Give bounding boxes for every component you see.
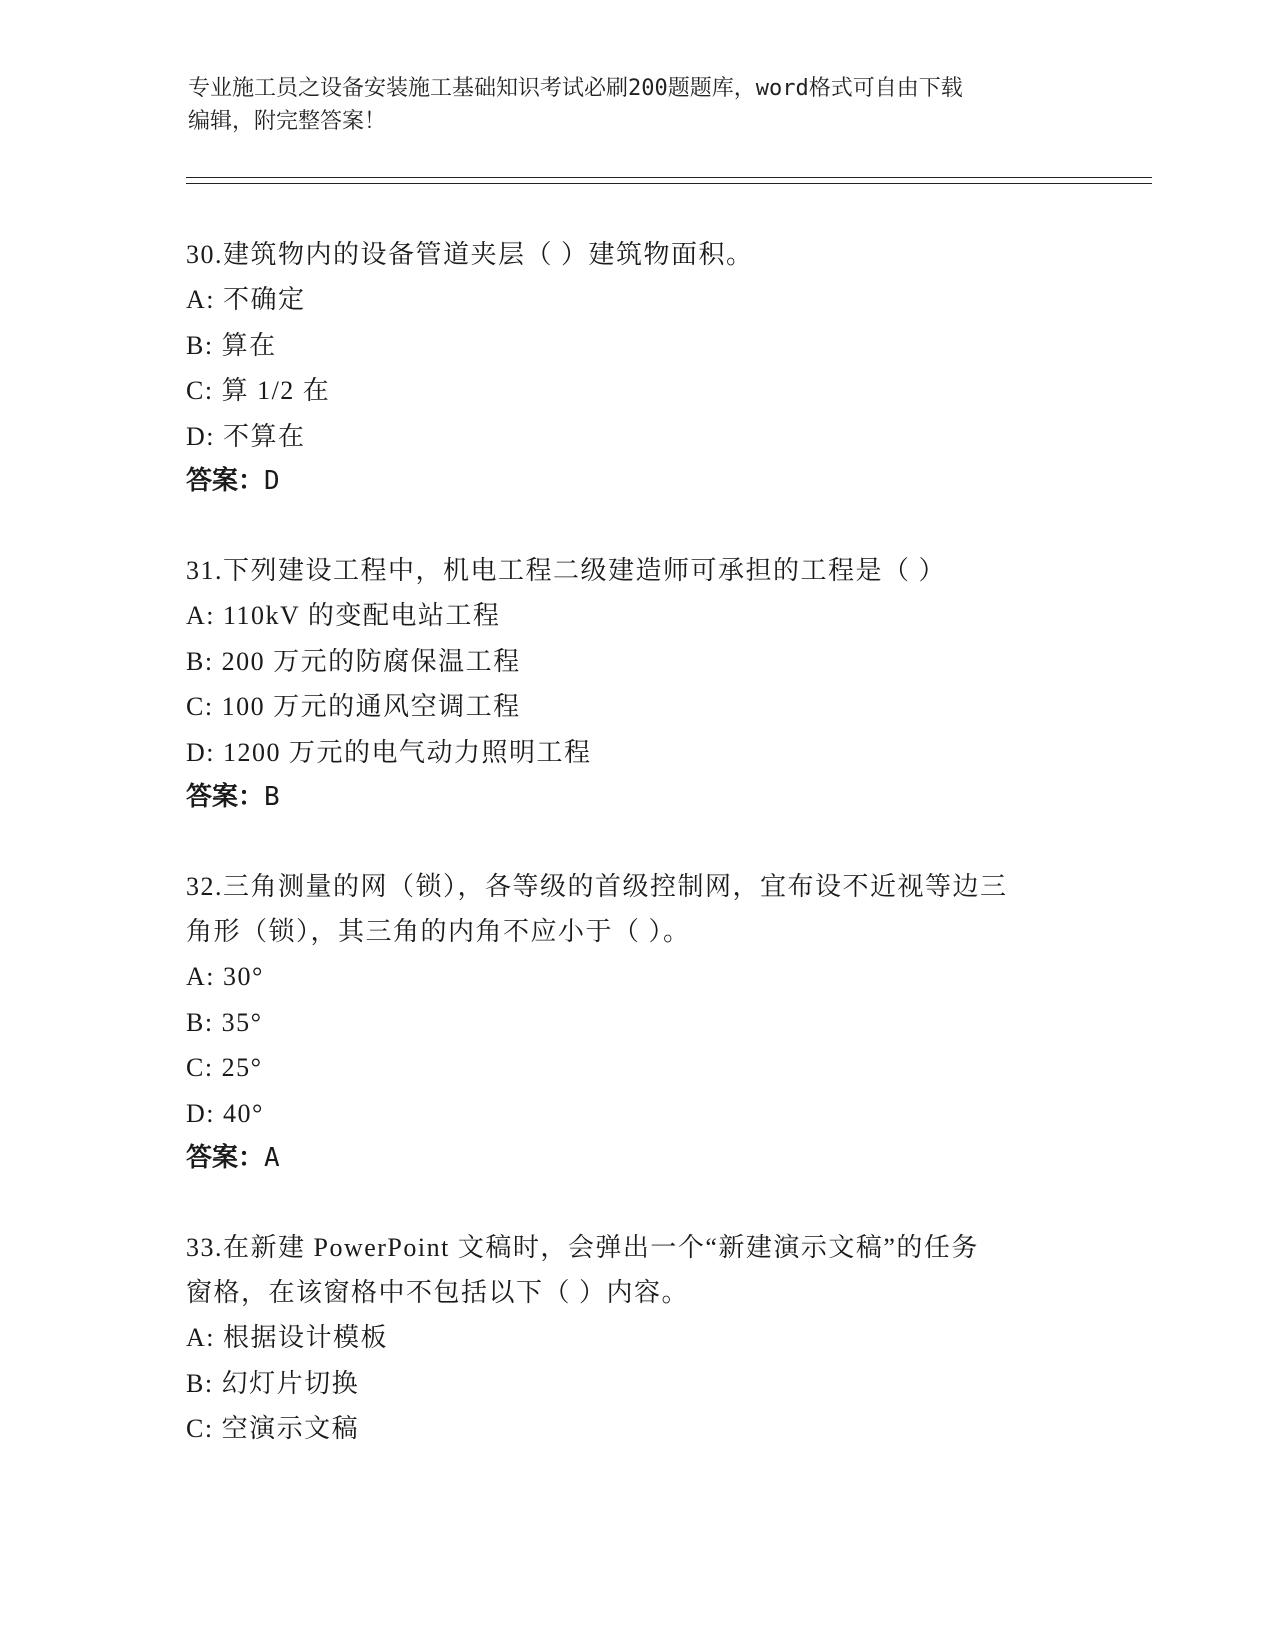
question-stem-line: 窗格，在该窗格中不包括以下（ ）内容。 bbox=[186, 1278, 690, 1307]
answer-option: A: 不确定 bbox=[186, 285, 306, 314]
answer-option: B: 幻灯片切换 bbox=[186, 1368, 360, 1398]
answer-line bbox=[186, 1136, 1086, 1181]
question-block bbox=[186, 548, 1086, 820]
answer-option: A: 根据设计模板 bbox=[186, 1323, 389, 1352]
answer-value: A bbox=[264, 1143, 280, 1173]
answer-option: C: 空演示文稿 bbox=[186, 1414, 360, 1443]
answer-option: C: 算 1/2 在 bbox=[186, 376, 331, 405]
answer-option: B: 35° bbox=[186, 1007, 263, 1037]
question-stem-line: 31.下列建设工程中，机电工程二级建造师可承担的工程是（ ） bbox=[186, 556, 947, 585]
answer-option: D: 1200 万元的电气动力照明工程 bbox=[186, 737, 592, 767]
answer-option: C: 100 万元的通风空调工程 bbox=[186, 692, 521, 721]
answer-option: C: 25° bbox=[186, 1053, 263, 1082]
answer-option: B: 200 万元的防腐保温工程 bbox=[186, 646, 521, 676]
answer-option: A: 30° bbox=[186, 962, 264, 991]
question-stem-line: 33.在新建 PowerPoint 文稿时，会弹出一个“新建演示文稿”的任务 bbox=[186, 1233, 979, 1262]
answer-option: A: 110kV 的变配电站工程 bbox=[186, 601, 501, 630]
answer-option: D: 不算在 bbox=[186, 421, 306, 451]
question-list bbox=[186, 232, 1086, 1496]
header-divider-bottom bbox=[186, 183, 1152, 184]
answer-option: B: 算在 bbox=[186, 330, 277, 360]
question-stem-line: 32.三角测量的网（锁），各等级的首级控制网，宜布设不近视等边三 bbox=[186, 872, 1008, 901]
answer-label: 答案： bbox=[186, 466, 265, 496]
answer-line bbox=[186, 459, 1086, 504]
header-title-line-2: 编辑，附完整答案！ bbox=[188, 109, 387, 134]
answer-label: 答案： bbox=[186, 1143, 265, 1173]
question-block bbox=[186, 1225, 1086, 1452]
question-block bbox=[186, 232, 1086, 504]
header-divider-top bbox=[186, 177, 1152, 178]
document-header bbox=[188, 72, 1088, 138]
question-stem-line: 角形（锁），其三角的内角不应小于（ ）。 bbox=[186, 917, 691, 946]
answer-value: B bbox=[264, 782, 280, 812]
question-stem-line: 30.建筑物内的设备管道夹层（ ）建筑物面积。 bbox=[186, 240, 754, 269]
header-title-line-1: 专业施工员之设备安装施工基础知识考试必刷200题题库，word格式可自由下载 bbox=[188, 76, 963, 101]
answer-option: D: 40° bbox=[186, 1098, 264, 1128]
question-block bbox=[186, 864, 1086, 1181]
answer-value: D bbox=[264, 466, 280, 496]
answer-label: 答案： bbox=[186, 782, 265, 812]
answer-line bbox=[186, 775, 1086, 820]
